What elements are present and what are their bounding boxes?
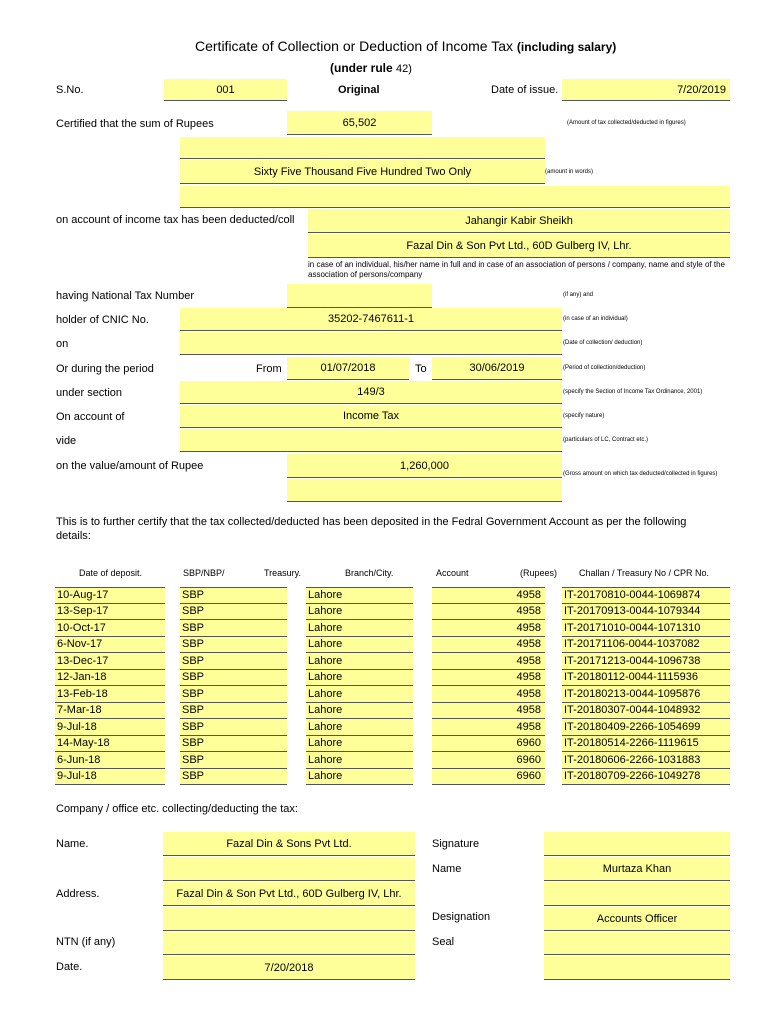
deposit-city-cell[interactable]: Lahore bbox=[306, 637, 413, 654]
deposit-challan-cell[interactable]: IT-20180213-0044-1095876 bbox=[562, 686, 730, 703]
deposit-bank-cell[interactable]: SBP bbox=[180, 752, 287, 769]
deposit-challan-cell[interactable]: IT-20180409-2266-1054699 bbox=[562, 719, 730, 736]
deposit-date-cell[interactable]: 12-Jan-18 bbox=[55, 670, 165, 687]
vide-note: (particulars of LC, Contract etc.) bbox=[563, 437, 649, 443]
on-note: (Date of collection/ deduction) bbox=[563, 340, 643, 346]
section-note: (specify the Section of Income Tax Ordinance, 2001) bbox=[563, 389, 703, 395]
payee-blank[interactable] bbox=[180, 186, 730, 208]
on-field[interactable] bbox=[180, 332, 562, 355]
footer-name-label: Name. bbox=[56, 838, 89, 850]
deposit-challan-cell[interactable]: IT-20180112-0044-1115936 bbox=[562, 670, 730, 687]
deposit-table bbox=[0, 587, 768, 787]
designation-label: Designation bbox=[432, 911, 491, 923]
deposit-amount-cell[interactable]: 4958 bbox=[432, 620, 545, 637]
company-label: Company / office etc. collecting/deducting the tax: bbox=[56, 803, 298, 815]
table-row bbox=[0, 637, 768, 654]
deposit-city-cell[interactable]: Lahore bbox=[306, 719, 413, 736]
deposit-challan-cell[interactable]: IT-20171010-0044-1071310 bbox=[562, 620, 730, 637]
onaccount-note: (specify nature) bbox=[563, 413, 605, 419]
table-row bbox=[0, 604, 768, 621]
table-row bbox=[0, 686, 768, 703]
deposit-bank-cell[interactable]: SBP bbox=[180, 670, 287, 687]
payee-note: in case of an individual, his/her name in full and in case of an association of persons / company, name and style of the association of persons/company bbox=[308, 260, 725, 279]
subtitle-rule: 42) bbox=[396, 63, 412, 75]
seal-field[interactable] bbox=[544, 932, 730, 955]
to-label: To bbox=[415, 363, 427, 375]
deposit-date-cell[interactable]: 9-Jul-18 bbox=[55, 769, 165, 786]
section-label: under section bbox=[56, 387, 123, 399]
footer-date-field[interactable]: 7/20/2018 bbox=[163, 956, 415, 980]
vide-label: vide bbox=[56, 435, 77, 447]
deposit-date-cell[interactable]: 13-Feb-18 bbox=[55, 686, 165, 703]
deposit-city-cell[interactable]: Lahore bbox=[306, 587, 413, 604]
value-field[interactable]: 1,260,000 bbox=[287, 454, 562, 478]
deposit-amount-cell[interactable]: 4958 bbox=[432, 653, 545, 670]
deposit-intro: This is to further certify that the tax collected/deducted has been deposited in the Fedral Government Account as per the following details: bbox=[56, 516, 687, 542]
section-field[interactable]: 149/3 bbox=[180, 381, 562, 404]
amount-figures-note: (Amount of tax collected/deducted in figures) bbox=[567, 120, 686, 126]
deposit-date-cell[interactable]: 10-Aug-17 bbox=[55, 587, 165, 604]
deposit-amount-cell[interactable]: 4958 bbox=[432, 670, 545, 687]
deposit-city-cell[interactable]: Lahore bbox=[306, 769, 413, 786]
deposit-amount-cell[interactable]: 4958 bbox=[432, 637, 545, 654]
deposit-amount-cell[interactable]: 4958 bbox=[432, 604, 545, 621]
deposit-challan-cell[interactable]: IT-20171213-0044-1096738 bbox=[562, 653, 730, 670]
ntn-field[interactable] bbox=[287, 284, 432, 308]
header-challan: Challan / Treasury No / CPR No. bbox=[579, 568, 710, 578]
table-row bbox=[0, 620, 768, 637]
vide-field[interactable] bbox=[180, 429, 562, 452]
page-subtitle bbox=[330, 61, 412, 75]
deposit-bank-cell[interactable]: SBP bbox=[180, 637, 287, 654]
footer-name-field[interactable]: Fazal Din & Sons Pvt Ltd. bbox=[163, 832, 415, 856]
table-row bbox=[0, 587, 768, 604]
cnic-field[interactable]: 35202-7467611-1 bbox=[180, 308, 562, 331]
account-label: on account of income tax has been deducted/coll bbox=[56, 214, 295, 226]
deposit-date-cell[interactable]: 13-Dec-17 bbox=[55, 653, 165, 670]
table-row bbox=[0, 769, 768, 786]
deposit-challan-cell[interactable]: IT-20170913-0044-1079344 bbox=[562, 604, 730, 621]
designation-field[interactable]: Accounts Officer bbox=[544, 907, 730, 931]
deposit-city-cell[interactable]: Lahore bbox=[306, 653, 413, 670]
deposit-bank-cell[interactable]: SBP bbox=[180, 653, 287, 670]
date-issue-label: Date of issue. bbox=[491, 84, 559, 96]
certified-label: Certified that the sum of Rupees bbox=[56, 118, 214, 130]
header-treasury: Treasury. bbox=[264, 568, 302, 578]
footer-ntn-field[interactable] bbox=[163, 932, 415, 955]
sign-name-label: Name bbox=[432, 863, 462, 875]
title-text: Certificate of Collection or Deduction of Income Tax bbox=[195, 38, 514, 54]
deposit-date-cell[interactable]: 7-Mar-18 bbox=[55, 703, 165, 720]
deposit-bank-cell[interactable]: SBP bbox=[180, 719, 287, 736]
subtitle-prefix: (under rule bbox=[330, 61, 393, 75]
deposit-date-cell[interactable]: 9-Jul-18 bbox=[55, 719, 165, 736]
table-row bbox=[0, 653, 768, 670]
ntn-note: (if any) and bbox=[563, 292, 594, 298]
table-row bbox=[0, 752, 768, 769]
table-row bbox=[0, 703, 768, 720]
deposit-city-cell[interactable]: Lahore bbox=[306, 686, 413, 703]
deposit-bank-cell[interactable]: SBP bbox=[180, 686, 287, 703]
header-rupees: (Rupees) bbox=[520, 568, 558, 578]
seal-label: Seal bbox=[432, 936, 455, 948]
table-row bbox=[0, 719, 768, 736]
deposit-date-cell[interactable]: 13-Sep-17 bbox=[55, 604, 165, 621]
footer-address-blank[interactable] bbox=[163, 907, 415, 931]
deposit-city-cell[interactable]: Lahore bbox=[306, 752, 413, 769]
from-field[interactable]: 01/07/2018 bbox=[287, 357, 409, 380]
deposit-challan-cell[interactable]: IT-20180709-2266-1049278 bbox=[562, 769, 730, 786]
deposit-challan-cell[interactable]: IT-20171106-0044-1037082 bbox=[562, 637, 730, 654]
deposit-date-cell[interactable]: 10-Oct-17 bbox=[55, 620, 165, 637]
on-label: on bbox=[56, 338, 69, 350]
table-row bbox=[0, 670, 768, 687]
header-branch: Branch/City. bbox=[345, 568, 394, 578]
title-suffix: (including salary) bbox=[516, 40, 617, 54]
deposit-bank-cell[interactable]: SBP bbox=[180, 703, 287, 720]
payee-company-field[interactable]: Fazal Din & Son Pvt Ltd., 60D Gulberg IV, Lhr. bbox=[308, 234, 730, 258]
deposit-city-cell[interactable]: Lahore bbox=[306, 703, 413, 720]
deposit-bank-cell[interactable]: SBP bbox=[180, 587, 287, 604]
deposit-amount-cell[interactable]: 4958 bbox=[432, 686, 545, 703]
deposit-amount-cell[interactable]: 6960 bbox=[432, 769, 545, 786]
sign-blank[interactable] bbox=[544, 882, 730, 906]
deposit-challan-cell[interactable]: IT-20180514-2266-1119615 bbox=[562, 736, 730, 753]
signature-field[interactable] bbox=[544, 832, 730, 856]
deposit-bank-cell[interactable]: SBP bbox=[180, 604, 287, 621]
deposit-challan-cell[interactable]: IT-20180307-0044-1048932 bbox=[562, 703, 730, 720]
sno-field[interactable]: 001 bbox=[164, 79, 287, 101]
deposit-bank-cell[interactable]: SBP bbox=[180, 769, 287, 786]
header-account: Account bbox=[436, 568, 469, 578]
from-label: From bbox=[256, 363, 282, 375]
original-label: Original bbox=[338, 84, 380, 96]
amount-words-field[interactable]: Sixty Five Thousand Five Hundred Two Only bbox=[180, 160, 545, 184]
sno-label: S.No. bbox=[56, 84, 84, 96]
deposit-city-cell[interactable]: Lahore bbox=[306, 620, 413, 637]
table-row bbox=[0, 736, 768, 753]
footer-ntn-label: NTN (if any) bbox=[56, 936, 116, 948]
signature-label: Signature bbox=[432, 838, 480, 850]
cnic-label: holder of CNIC No. bbox=[56, 314, 149, 326]
amount-figures-field[interactable]: 65,502 bbox=[287, 111, 432, 135]
deposit-city-cell[interactable]: Lahore bbox=[306, 736, 413, 753]
deposit-amount-cell[interactable]: 4958 bbox=[432, 719, 545, 736]
to-field[interactable]: 30/06/2019 bbox=[432, 357, 562, 380]
deposit-amount-cell[interactable]: 4958 bbox=[432, 703, 545, 720]
footer-name-blank[interactable] bbox=[163, 857, 415, 881]
deposit-amount-cell[interactable]: 6960 bbox=[432, 736, 545, 753]
onaccount-label: On account of bbox=[56, 411, 125, 423]
deposit-date-cell[interactable]: 14-May-18 bbox=[55, 736, 165, 753]
deposit-amount-cell[interactable]: 6960 bbox=[432, 752, 545, 769]
deposit-amount-cell[interactable]: 4958 bbox=[432, 587, 545, 604]
date-issue-field[interactable]: 7/20/2019 bbox=[562, 79, 730, 101]
deposit-challan-cell[interactable]: IT-20170810-0044-1069874 bbox=[562, 587, 730, 604]
period-note: (Period of collection/deduction) bbox=[563, 365, 646, 371]
deposit-date-cell[interactable]: 6-Nov-17 bbox=[55, 637, 165, 654]
footer-address-field[interactable]: Fazal Din & Son Pvt Ltd., 60D Gulberg IV, Lhr. bbox=[163, 882, 415, 906]
value-note: (Gross amount on which tax deducted/collected in figures) bbox=[563, 471, 718, 477]
sign-name-field[interactable]: Murtaza Khan bbox=[544, 857, 730, 881]
period-label: Or during the period bbox=[56, 363, 154, 375]
deposit-date-cell[interactable]: 6-Jun-18 bbox=[55, 752, 165, 769]
value-label: on the value/amount of Rupee bbox=[56, 460, 204, 472]
header-sbp: SBP/NBP/ bbox=[183, 568, 225, 578]
amount-words-blank[interactable] bbox=[180, 137, 545, 159]
footer-address-label: Address. bbox=[56, 888, 100, 900]
header-date: Date of deposit. bbox=[79, 568, 143, 578]
footer-date-label: Date. bbox=[56, 961, 83, 973]
value-field-2[interactable] bbox=[287, 479, 562, 502]
payee-name-field[interactable]: Jahangir Kabir Sheikh bbox=[308, 209, 730, 233]
onaccount-field[interactable]: Income Tax bbox=[180, 405, 562, 428]
deposit-city-cell[interactable]: Lahore bbox=[306, 670, 413, 687]
seal-field-2[interactable] bbox=[544, 956, 730, 980]
deposit-bank-cell[interactable]: SBP bbox=[180, 620, 287, 637]
page-title bbox=[195, 38, 616, 54]
deposit-bank-cell[interactable]: SBP bbox=[180, 736, 287, 753]
deposit-city-cell[interactable]: Lahore bbox=[306, 604, 413, 621]
cnic-note: (in case of an individual) bbox=[563, 316, 628, 322]
deposit-challan-cell[interactable]: IT-20180606-2266-1031883 bbox=[562, 752, 730, 769]
ntn-label: having National Tax Number bbox=[56, 290, 194, 302]
amount-words-note: (amount in words) bbox=[545, 169, 594, 175]
